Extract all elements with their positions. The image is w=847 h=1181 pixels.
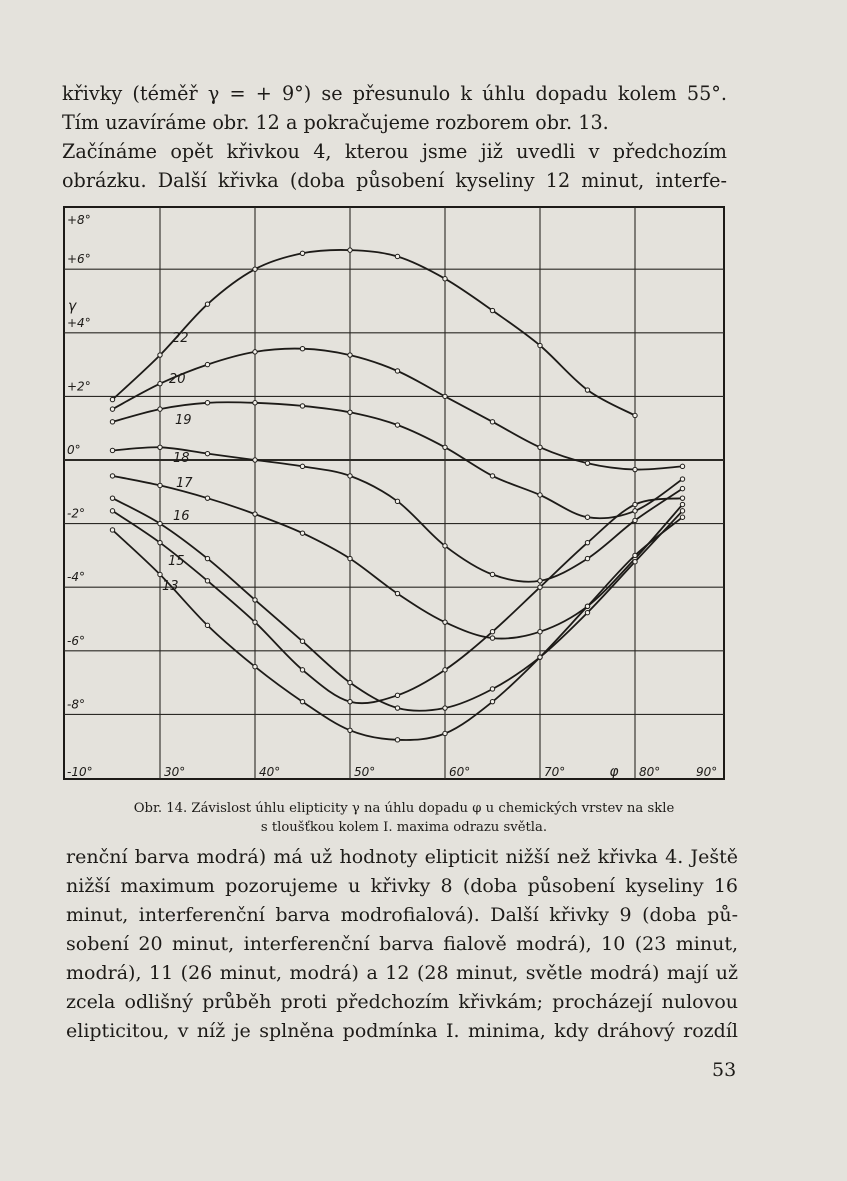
data-point xyxy=(158,521,162,525)
data-point xyxy=(110,407,114,411)
data-point xyxy=(300,347,304,351)
data-point xyxy=(490,420,494,424)
curve-label-20: 20 xyxy=(169,372,186,387)
data-point xyxy=(633,509,637,513)
text-line: sobení 20 minut, interferenční barva fialově modrá), 10 (23 minut, xyxy=(66,933,738,955)
data-point xyxy=(110,496,114,500)
x-tick-label: 80° xyxy=(639,765,661,779)
data-point xyxy=(443,394,447,398)
data-point xyxy=(205,302,209,306)
y-tick-label: -4° xyxy=(67,570,85,585)
data-point xyxy=(110,528,114,532)
data-point xyxy=(443,277,447,281)
data-point xyxy=(253,598,257,602)
data-point xyxy=(633,518,637,522)
y-axis-label: γ xyxy=(68,298,77,315)
data-point xyxy=(490,474,494,478)
caption-line: Obr. 14. Závislost úhlu elipticity γ na úhlu dopadu φ u chemických vrstev na skle xyxy=(133,801,675,816)
y-tick-label: -8° xyxy=(67,697,85,712)
curve-15 xyxy=(113,498,683,703)
text-line: modrá), 11 (26 minut, modrá) a 12 (28 minut, světle modrá) mají už xyxy=(66,962,738,984)
curve-label-13: 13 xyxy=(162,579,179,594)
data-point xyxy=(205,496,209,500)
data-point xyxy=(538,579,542,583)
caption-line: s tloušťkou kolem I. maxima odrazu světla. xyxy=(260,820,548,835)
data-point xyxy=(158,407,162,411)
data-point xyxy=(585,556,589,560)
data-point xyxy=(110,448,114,452)
data-point xyxy=(633,413,637,417)
data-point xyxy=(538,343,542,347)
data-point xyxy=(680,496,684,500)
data-point xyxy=(680,464,684,468)
data-point xyxy=(538,585,542,589)
data-point xyxy=(158,572,162,576)
data-point xyxy=(205,579,209,583)
data-point xyxy=(585,610,589,614)
curve-16 xyxy=(113,498,683,711)
data-point xyxy=(443,706,447,710)
data-point xyxy=(538,493,542,497)
data-point xyxy=(300,699,304,703)
data-point xyxy=(585,461,589,465)
curve-label-15: 15 xyxy=(168,554,185,569)
data-point xyxy=(395,369,399,373)
data-point xyxy=(680,502,684,506)
data-point xyxy=(443,445,447,449)
data-point xyxy=(348,248,352,252)
page-number: 53 xyxy=(712,1059,737,1081)
text-line: zcela odlišný průběh proti předchozím křivkám; procházejí nulovou xyxy=(66,991,738,1013)
data-point xyxy=(538,445,542,449)
data-point xyxy=(158,381,162,385)
curve-label-18: 18 xyxy=(173,451,190,466)
data-point xyxy=(300,668,304,672)
y-tick-label: +8° xyxy=(67,213,91,227)
data-point xyxy=(300,531,304,535)
data-point xyxy=(158,540,162,544)
data-point xyxy=(395,591,399,595)
data-point xyxy=(205,362,209,366)
data-point xyxy=(110,420,114,424)
data-point xyxy=(443,544,447,548)
data-point xyxy=(253,620,257,624)
data-point xyxy=(253,350,257,354)
x-axis-label: φ xyxy=(609,764,619,780)
data-point xyxy=(490,572,494,576)
x-tick-label: 50° xyxy=(354,765,376,779)
data-point xyxy=(253,401,257,405)
data-point xyxy=(253,267,257,271)
curve-label-22: 22 xyxy=(172,331,189,346)
data-point xyxy=(253,665,257,669)
data-point xyxy=(585,540,589,544)
x-tick-label: 30° xyxy=(164,765,186,779)
data-point xyxy=(348,474,352,478)
data-point xyxy=(490,687,494,691)
data-point xyxy=(395,693,399,697)
data-point xyxy=(253,458,257,462)
data-point xyxy=(585,515,589,519)
y-tick-label: +2° xyxy=(67,379,91,394)
data-point xyxy=(300,464,304,468)
text-line: Tím uzavíráme obr. 12 a pokračujeme rozborem obr. 13. xyxy=(62,111,609,134)
data-point xyxy=(300,251,304,255)
data-point xyxy=(680,509,684,513)
data-point xyxy=(110,509,114,513)
data-point xyxy=(348,353,352,357)
data-point xyxy=(538,630,542,634)
figure-caption xyxy=(70,799,738,837)
y-tick-label: 0° xyxy=(67,443,81,457)
text-line: obrázku. Další křivka (doba působení kyseliny 12 minut, interfe- xyxy=(62,169,727,192)
curve-label-19: 19 xyxy=(175,413,192,428)
data-point xyxy=(538,655,542,659)
curve-label-16: 16 xyxy=(173,509,190,524)
curve-18 xyxy=(113,447,683,582)
data-point xyxy=(300,404,304,408)
data-point xyxy=(680,486,684,490)
data-point xyxy=(395,706,399,710)
data-point xyxy=(300,639,304,643)
data-point xyxy=(205,623,209,627)
data-point xyxy=(633,560,637,564)
data-point xyxy=(110,474,114,478)
data-point xyxy=(585,604,589,608)
data-point xyxy=(395,499,399,503)
data-point xyxy=(395,423,399,427)
plot-frame xyxy=(64,207,724,779)
data-point xyxy=(205,451,209,455)
x-tick-label: 60° xyxy=(449,765,471,779)
data-point xyxy=(633,553,637,557)
data-point xyxy=(158,445,162,449)
data-point xyxy=(205,556,209,560)
data-point xyxy=(158,483,162,487)
text-line: renční barva modrá) má už hodnoty elipticit nižší než křivka 4. Ještě xyxy=(66,846,738,868)
data-point xyxy=(680,477,684,481)
data-point xyxy=(348,410,352,414)
data-point xyxy=(443,731,447,735)
data-point xyxy=(633,502,637,506)
data-point xyxy=(680,515,684,519)
data-point xyxy=(158,353,162,357)
x-tick-label: 40° xyxy=(259,765,281,779)
text-line: křivky (téměř γ = + 9°) se přesunulo k úhlu dopadu kolem 55°. xyxy=(62,82,727,105)
data-point xyxy=(490,699,494,703)
text-line: elipticitou, v níž je splněna podmínka I. minima, kdy dráhový rozdíl xyxy=(66,1020,738,1042)
data-point xyxy=(443,620,447,624)
y-tick-label: +6° xyxy=(67,252,91,267)
x-tick-label: 70° xyxy=(544,765,566,779)
text-line: minut, interferenční barva modrofialová). Další křivky 9 (doba pů- xyxy=(66,904,738,926)
data-point xyxy=(395,254,399,258)
data-point xyxy=(490,630,494,634)
curve-label-17: 17 xyxy=(176,476,193,491)
data-point xyxy=(443,668,447,672)
data-point xyxy=(110,397,114,401)
data-point xyxy=(633,467,637,471)
data-point xyxy=(348,699,352,703)
text-line: nižší maximum pozorujeme u křivky 8 (doba působení kyseliny 16 xyxy=(66,875,738,897)
data-point xyxy=(205,401,209,405)
data-point xyxy=(348,556,352,560)
text-line: Začínáme opět křivkou 4, kterou jsme již uvedli v předchozím xyxy=(62,140,727,163)
data-point xyxy=(348,728,352,732)
y-tick-label: -6° xyxy=(67,633,85,648)
data-point xyxy=(253,512,257,516)
data-point xyxy=(585,388,589,392)
data-point xyxy=(348,680,352,684)
data-point xyxy=(490,308,494,312)
x-tick-label: 90° xyxy=(696,765,718,779)
paragraph-bottom xyxy=(66,843,738,1046)
data-point xyxy=(490,636,494,640)
y-tick-label: -2° xyxy=(67,506,85,521)
data-point xyxy=(395,738,399,742)
y-tick-label: -10° xyxy=(67,765,93,779)
y-tick-label: +4° xyxy=(67,315,91,330)
